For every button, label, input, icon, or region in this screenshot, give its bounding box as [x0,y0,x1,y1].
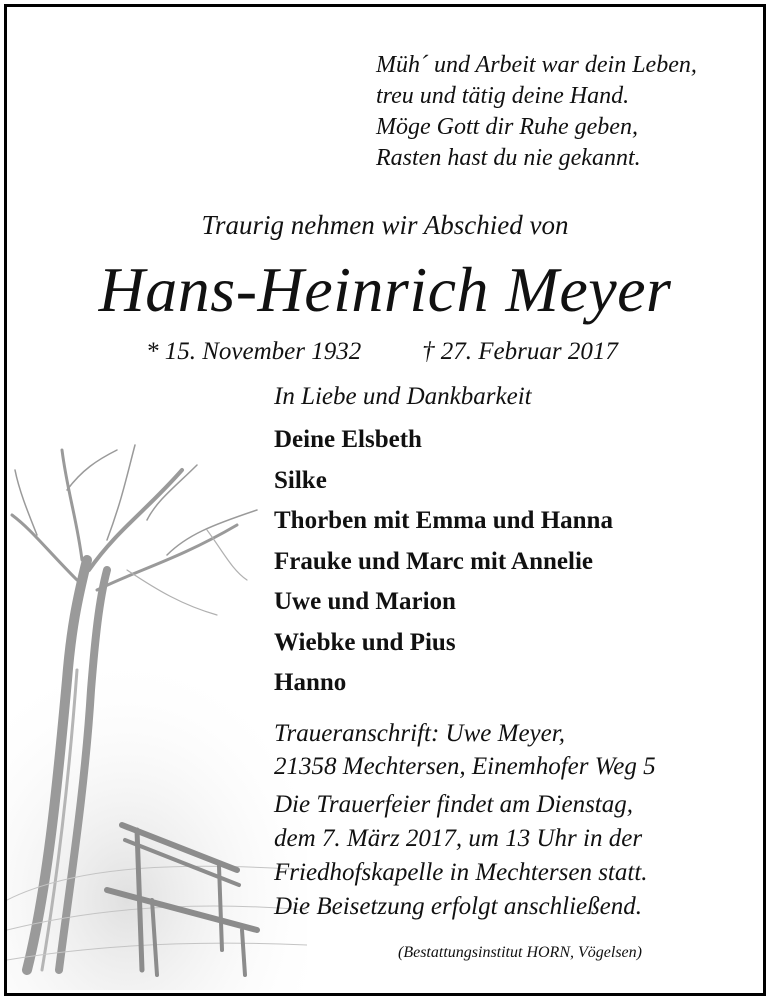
undertaker-credit: (Bestattungsinstitut HORN, Vögelsen) [398,944,642,961]
death-date: † 27. Februar 2017 [422,338,618,365]
mourner-name: Deine Elsbeth [274,426,422,453]
mourner-name: Thorben mit Emma und Hanna [274,507,613,534]
poem-line: Rasten hast du nie gekannt. [376,145,641,171]
deceased-name: Hans-Heinrich Meyer [98,254,672,325]
poem-line: Müh´ und Arbeit war dein Leben, [376,52,697,78]
address-line: 21358 Mechtersen, Einemhofer Weg 5 [274,753,656,780]
mourner-name: Frauke und Marc mit Annelie [274,547,593,575]
intro-line: Traurig nehmen wir Abschied von [201,210,569,240]
birth-date: * 15. November 1932 [146,338,362,365]
funeral-service-info [274,788,648,924]
address-line: Traueranschrift: Uwe Meyer, [274,720,565,747]
poem-line: treu und tätig deine Hand. [376,83,630,109]
mourning-address [274,717,656,783]
poem-line: Möge Gott dir Ruhe geben, [376,114,638,140]
mourner-name: Uwe und Marion [274,588,456,615]
tree-and-bench-illustration [7,430,307,990]
poem [376,50,756,174]
service-line: Friedhofskapelle in Mechtersen statt. [274,859,648,886]
love-line: In Liebe und Dankbarkeit [274,383,532,410]
service-line: dem 7. März 2017, um 13 Uhr in der [274,825,643,852]
mourners-list [274,424,613,708]
mourner-name: Hanno [274,669,347,696]
service-line: Die Trauerfeier findet am Dienstag, [274,791,633,818]
mourner-name: Wiebke und Pius [274,628,456,656]
service-line: Die Beisetzung erfolgt anschließend. [274,893,642,920]
mourner-name: Silke [274,466,327,494]
